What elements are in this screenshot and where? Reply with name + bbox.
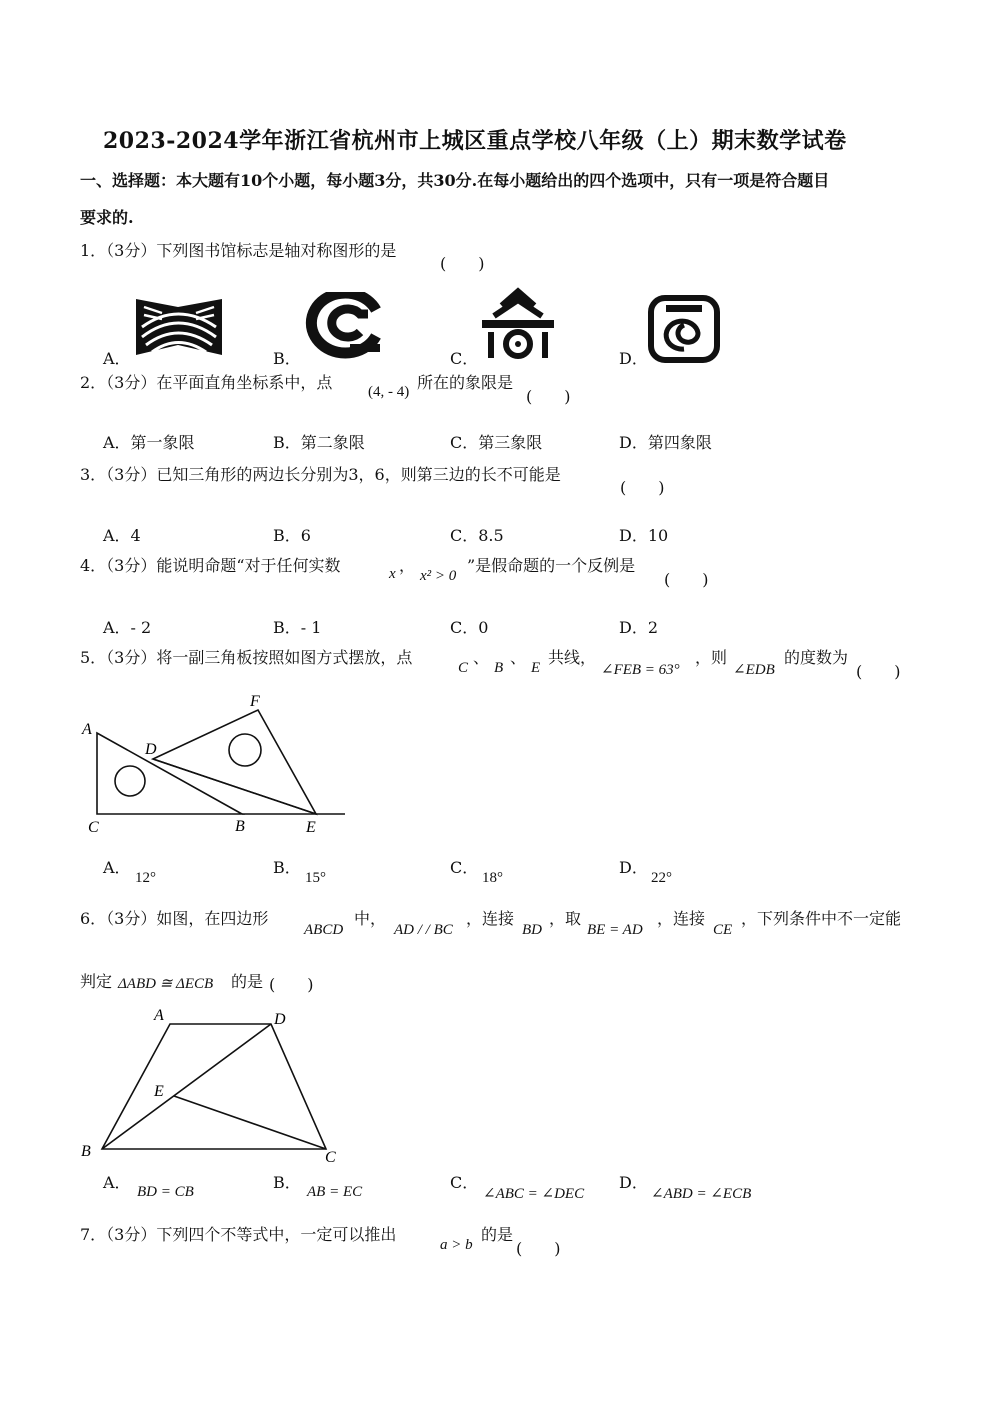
q5-option-a-value[interactable]: 12°	[135, 870, 156, 886]
q2-stem-b: 所在的象限是	[417, 373, 514, 392]
q6-answer-paren: ( )	[269, 975, 314, 994]
q5-stem-d: 的度数为	[784, 648, 849, 667]
q1-option-b[interactable]: B．	[273, 349, 301, 368]
q3-option-c[interactable]: C．8.5	[450, 526, 504, 545]
q5-point-b: B	[494, 660, 504, 676]
q5-angle-given: ∠FEB = 63°	[601, 662, 680, 678]
q5-option-b-value[interactable]: 15°	[305, 870, 326, 886]
section-heading-line1: 一、选择题：本大题有10个小题，每小题3分，共30分.在每小题给出的四个选项中，只有一项是符合题目	[80, 171, 830, 190]
q5-stem-b: 共线，	[548, 648, 597, 667]
q6-stem-d: ，取	[549, 909, 582, 928]
q5-label-c: C	[88, 819, 99, 836]
q5-label-b: B	[235, 818, 245, 835]
q5-figure	[75, 688, 365, 840]
q5-option-b-letter[interactable]: B．	[273, 858, 301, 877]
q6-stem-e: ，连接	[657, 909, 706, 928]
q4-stem-a: 4．（3分）能说明命题“对于任何实数	[80, 556, 341, 575]
q5-point-e: E	[531, 660, 541, 676]
q6-option-c-value[interactable]: ∠ABC = ∠DEC	[483, 1186, 585, 1202]
q6-option-d-value[interactable]: ∠ABD = ∠ECB	[651, 1186, 752, 1202]
q3-stem: 3．（3分）已知三角形的两边长分别为3，6，则第三边的长不可能是	[80, 465, 561, 484]
q6-label-c: C	[325, 1149, 336, 1166]
q5-sep1: 、	[473, 648, 490, 667]
q4-comma: ，	[399, 556, 416, 575]
q6-option-c-letter[interactable]: C．	[450, 1173, 479, 1192]
q6-option-d-letter[interactable]: D．	[619, 1173, 648, 1192]
q5-option-c-letter[interactable]: C．	[450, 858, 479, 877]
q6-label-b: B	[81, 1143, 91, 1160]
q1-logo-c	[478, 286, 558, 361]
q6-segment-ce	[174, 1096, 326, 1149]
q3-option-b[interactable]: B．6	[273, 526, 311, 545]
q6-label-a: A	[154, 1007, 164, 1024]
q2-option-a[interactable]: A．第一象限	[103, 433, 195, 452]
q4-inequality: x² > 0	[420, 568, 457, 584]
q1-option-c[interactable]: C．	[450, 349, 479, 368]
q1-logo-b	[302, 292, 387, 362]
q6-equal: BE = AD	[587, 922, 643, 938]
q5-stem-a: 5．（3分）将一副三角板按照如图方式摆放，点	[80, 648, 413, 667]
section-heading-line2: 要求的.	[80, 208, 134, 227]
q6-figure	[78, 1004, 348, 1170]
q2-answer-paren: ( )	[526, 387, 571, 406]
q4-var-x: x	[389, 566, 396, 582]
q5-label-e: E	[306, 819, 316, 836]
q5-option-d-value[interactable]: 22°	[651, 870, 672, 886]
q2-option-c[interactable]: C．第三象限	[450, 433, 543, 452]
q1-logo-d	[648, 295, 720, 363]
q5-triangle-acb	[97, 733, 242, 814]
q6-label-e: E	[154, 1083, 164, 1100]
q2-option-d[interactable]: D．第四象限	[619, 433, 712, 452]
q7-stem-a: 7．（3分）下列四个不等式中，一定可以推出	[80, 1225, 397, 1244]
q5-option-c-value[interactable]: 18°	[482, 870, 503, 886]
q3-answer-paren: ( )	[620, 478, 665, 497]
q6-stem-b: 中，	[354, 909, 387, 928]
q1-stem: 1．（3分）下列图书馆标志是轴对称图形的是	[80, 241, 397, 260]
q2-option-b[interactable]: B．第二象限	[273, 433, 365, 452]
q2-stem-a: 2．（3分）在平面直角坐标系中，点	[80, 373, 333, 392]
q6-seg-ce: CE	[713, 922, 733, 938]
q6-option-a-letter[interactable]: A．	[103, 1173, 131, 1192]
q6-option-a-value[interactable]: BD = CB	[137, 1184, 194, 1200]
q5-point-c: C	[458, 660, 469, 676]
q6-parallel: AD / / BC	[394, 922, 453, 938]
q4-stem-b: ”是假命题的一个反例是	[467, 556, 636, 575]
q5-option-d-letter[interactable]: D．	[619, 858, 648, 877]
q5-option-a-letter[interactable]: A．	[103, 858, 131, 877]
q6-stem-f: ，下列条件中不一定能	[741, 909, 902, 928]
q1-option-a[interactable]: A．	[103, 349, 131, 368]
q6-quad: ABCD	[304, 922, 344, 938]
q4-option-c[interactable]: C．0	[450, 618, 489, 637]
q1-answer-paren: ( )	[440, 254, 485, 273]
q6-stem-c: ，连接	[466, 909, 515, 928]
q4-answer-paren: ( )	[664, 570, 709, 589]
q5-label-f: F	[250, 693, 260, 710]
q5-sep2: 、	[510, 648, 527, 667]
q6-stem-a: 6．（3分）如图，在四边形	[80, 909, 269, 928]
q6-congruence: ΔABD ≅ ΔECB	[118, 976, 214, 992]
q3-option-d[interactable]: D．10	[619, 526, 669, 545]
q6-diagonal-bd	[102, 1024, 271, 1149]
q6-label-d: D	[274, 1011, 286, 1028]
page-title: 2023-2024学年浙江省杭州市上城区重点学校八年级（上）期末数学试卷	[103, 128, 847, 154]
q7-inequality: a > b	[440, 1237, 473, 1253]
q6-quadrilateral	[102, 1024, 326, 1149]
q5-label-a: A	[82, 721, 92, 738]
q6-line2-b: 的是	[231, 972, 264, 991]
q7-stem-b: 的是	[481, 1225, 514, 1244]
q2-point: (4, - 4)	[368, 384, 410, 400]
q4-option-a[interactable]: A．- 2	[103, 618, 152, 637]
q4-option-b[interactable]: B．- 1	[273, 618, 322, 637]
q5-answer-paren: ( )	[856, 662, 901, 681]
q5-label-d: D	[145, 741, 157, 758]
q1-logo-a	[132, 295, 227, 360]
q6-option-b-value[interactable]: AB = EC	[307, 1184, 363, 1200]
q6-seg-bd: BD	[522, 922, 542, 938]
q7-answer-paren: ( )	[516, 1239, 561, 1258]
q5-angle-ask: ∠EDB	[733, 662, 775, 678]
q3-option-a[interactable]: A．4	[103, 526, 141, 545]
q5-stem-c: ，则	[695, 648, 728, 667]
q4-option-d[interactable]: D．2	[619, 618, 659, 637]
q6-option-b-letter[interactable]: B．	[273, 1173, 301, 1192]
q1-option-d[interactable]: D．	[619, 349, 648, 368]
q6-line2-a: 判定	[80, 972, 113, 991]
